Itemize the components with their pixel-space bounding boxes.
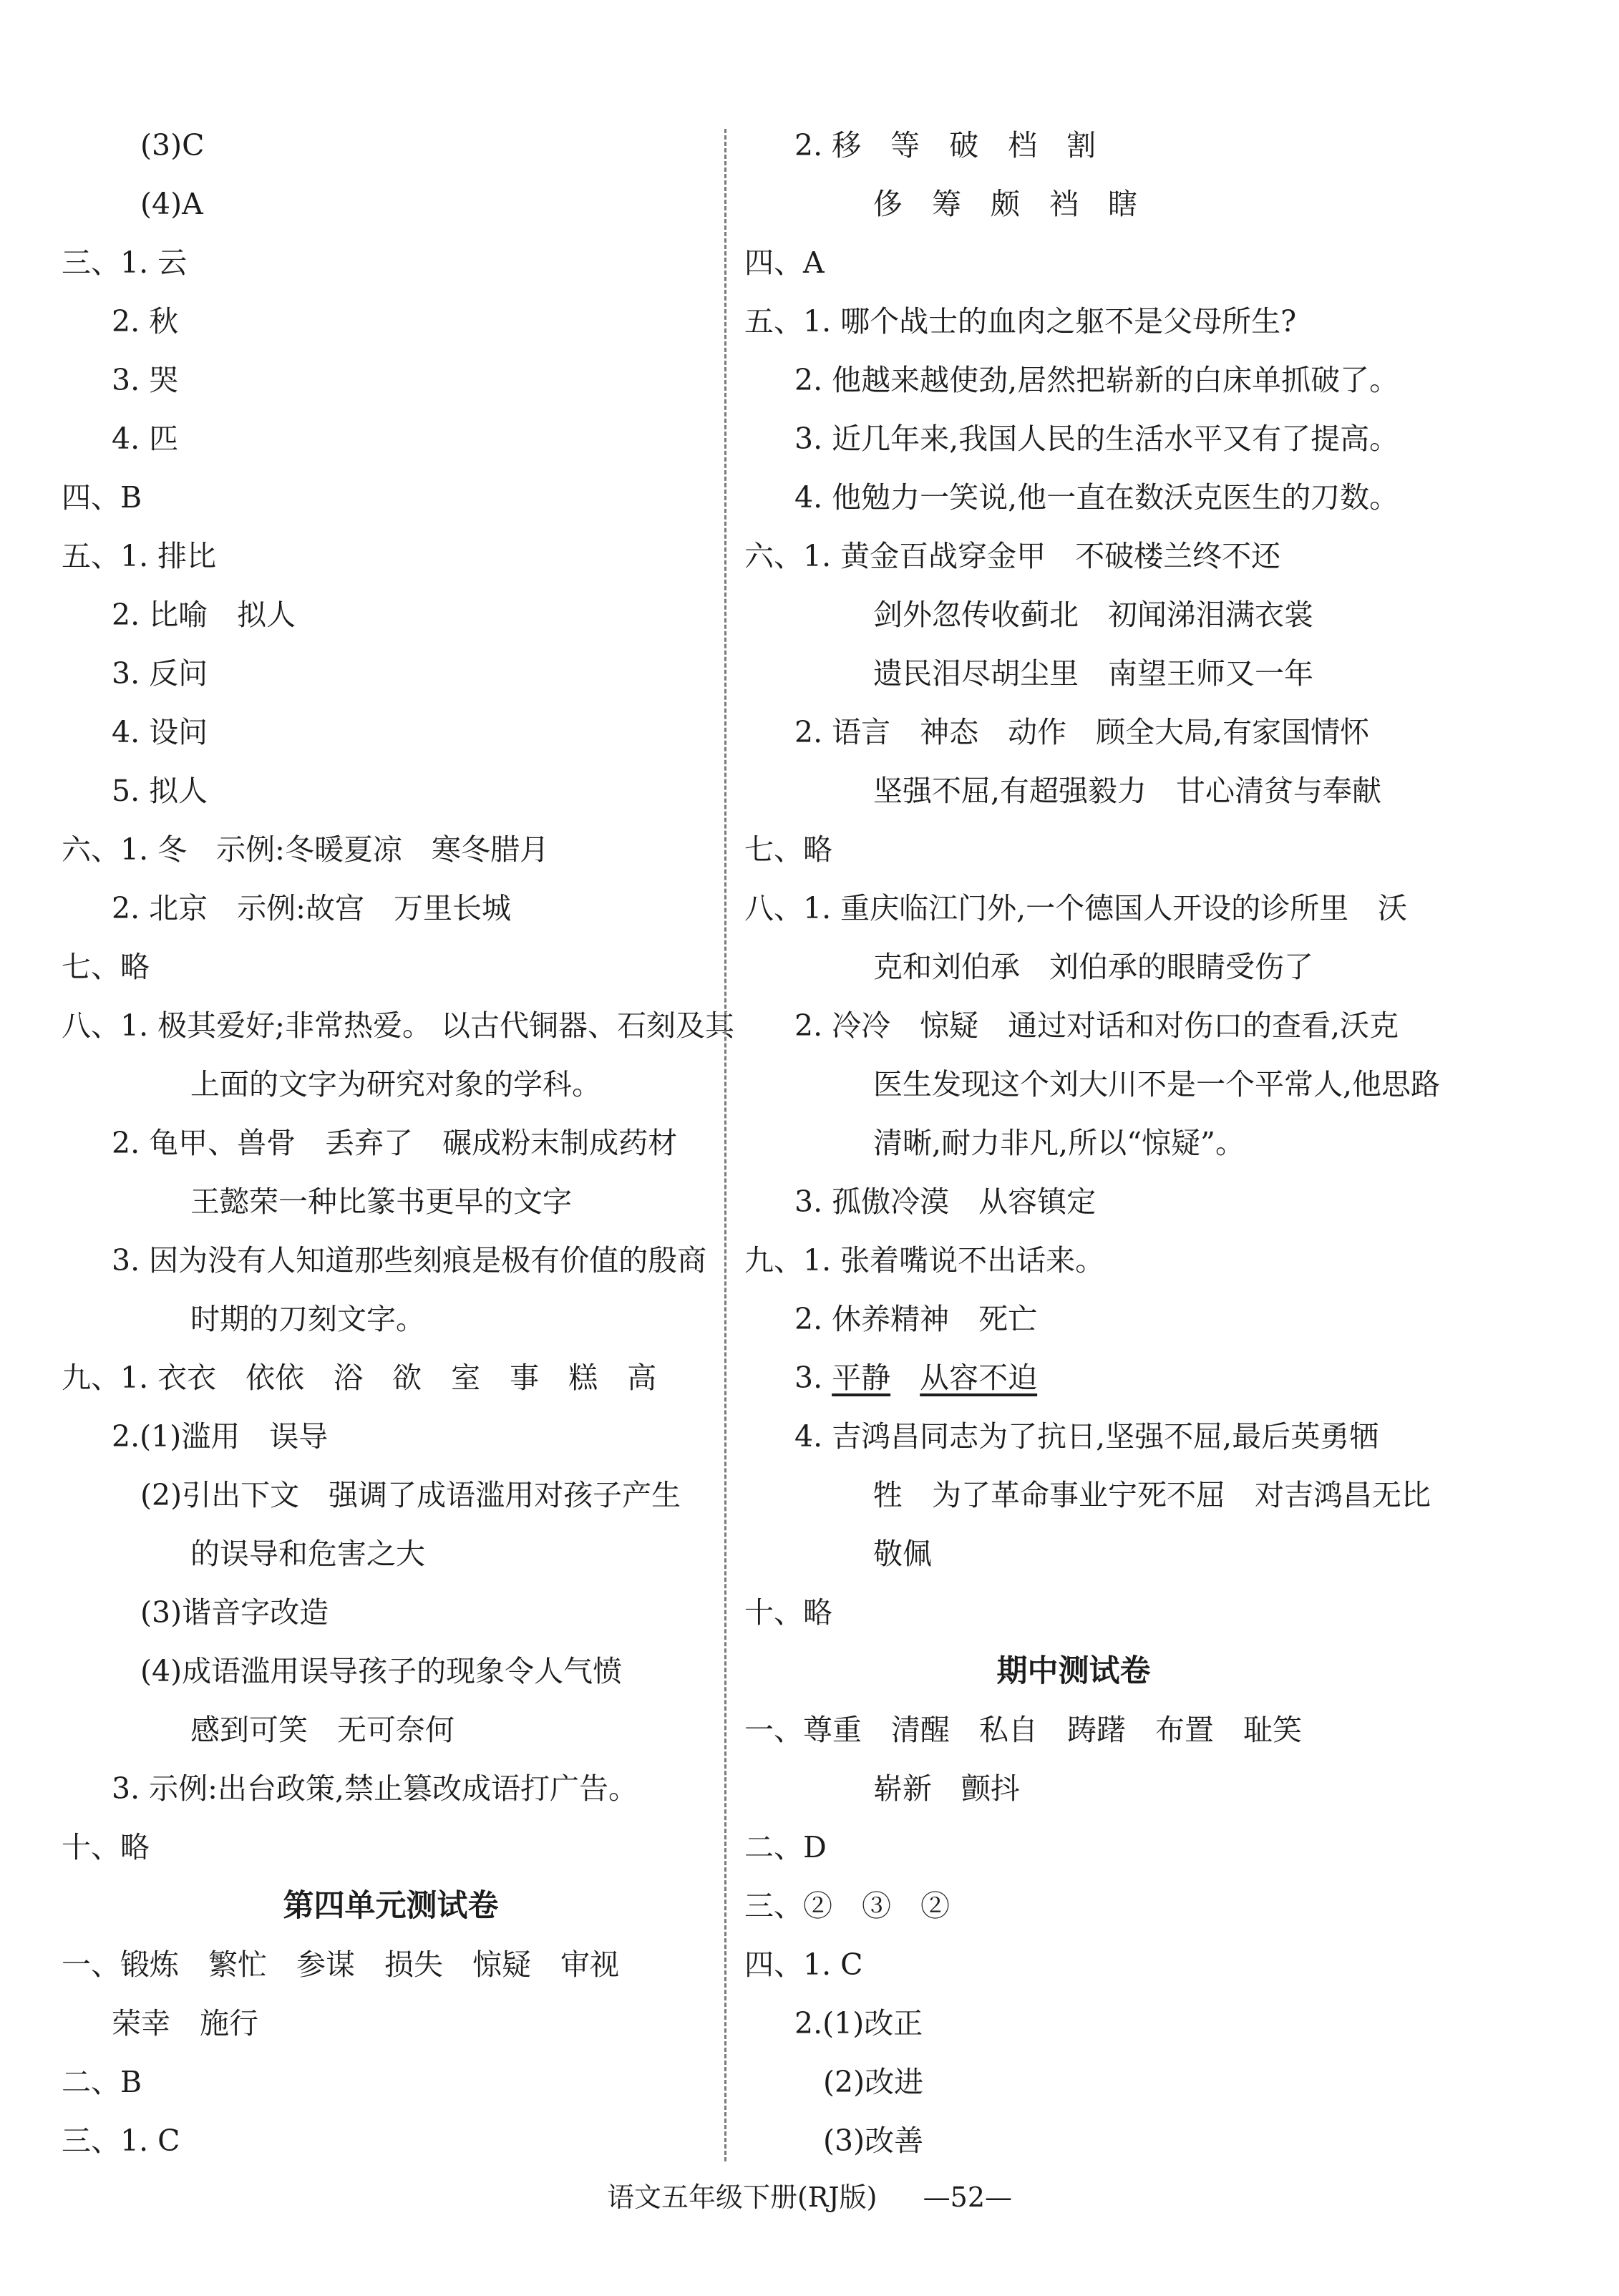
answer-line: 2.(1)改正	[794, 2006, 923, 2040]
answer-line: 2.(1)滥用 误导	[112, 1419, 329, 1454]
answer-line: 崭新 颤抖	[873, 1771, 1020, 1806]
answer-line: 二、D	[744, 1830, 827, 1864]
answer-line: 四、1. C	[744, 1947, 863, 1982]
answer-line: (2)改进	[823, 2065, 924, 2099]
answer-line	[744, 1348, 1403, 1407]
answer-line: 二、B	[62, 2065, 142, 2099]
right-column	[744, 116, 1441, 2170]
underlined-answer: 从容不迫	[920, 1361, 1038, 1395]
answer-line: 一、尊重 清醒 私自 踌躇 布置 耻笑	[744, 1713, 1302, 1747]
answer-line: 一、锻炼 繁忙 参谋 损失 惊疑 审视	[62, 1947, 619, 1982]
column-divider	[724, 129, 726, 2161]
footer-book-title: 语文五年级下册(RJ版)	[606, 2181, 877, 2213]
answer-line: 六、1. 黄金百战穿金甲 不破楼兰终不还	[744, 539, 1281, 573]
answer-line: 七、略	[744, 832, 832, 867]
answer-line: 四、A	[744, 245, 825, 280]
answer-line: 的误导和危害之大	[190, 1537, 425, 1571]
answer-line: 五、1. 哪个战士的血肉之躯不是父母所生?	[744, 304, 1297, 339]
underlined-answer: 平静	[832, 1361, 891, 1395]
answer-line: 医生发现这个刘大川不是一个平常人,他思路	[873, 1067, 1441, 1101]
answer-line: 3. 哭	[112, 363, 179, 397]
answer-line: 2. 休养精神 死亡	[794, 1302, 1038, 1336]
answer-line: 王懿荣一种比篆书更早的文字	[190, 1185, 572, 1219]
section-heading: 期中测试卷	[996, 1653, 1151, 1689]
answer-line: 2. 北京 示例:故宫 万里长城	[112, 891, 511, 925]
answer-line: 3. 示例:出台政策,禁止篡改成语打广告。	[112, 1771, 638, 1806]
answer-line: 牲 为了革命事业宁死不屈 对吉鸿昌无比	[873, 1478, 1431, 1512]
answer-line: 4. 设问	[112, 715, 208, 749]
answer-line: 十、略	[744, 1595, 832, 1630]
answer-line: 荣幸 施行	[112, 2006, 258, 2040]
answer-line: 清晰,耐力非凡,所以“惊疑”。	[873, 1126, 1245, 1160]
answer-line: 剑外忽传收蓟北 初闻涕泪满衣裳	[873, 598, 1313, 632]
answer-line: 2. 秋	[112, 304, 179, 339]
answer-line: 2. 龟甲、兽骨 丢弃了 碾成粉末制成药材	[112, 1126, 678, 1160]
answer-line: 侈 筹 颇 裆 瞎	[873, 187, 1137, 221]
answer-line: (3)C	[140, 128, 205, 162]
answer-line: 3. 因为没有人知道那些刻痕是极有价值的殷商	[112, 1243, 707, 1278]
answer-line: (3)谐音字改造	[140, 1595, 329, 1630]
answer-line: 八、1. 重庆临江门外,一个德国人开设的诊所里 沃	[744, 891, 1408, 925]
answer-line: 2. 语言 神态 动作 顾全大局,有家国情怀	[794, 715, 1370, 749]
answer-line: 五、1. 排比	[62, 539, 217, 573]
footer-page-number: —52—	[923, 2181, 1013, 2213]
answer-line: 3. 反问	[112, 656, 208, 691]
answer-line: 三、1. 云	[62, 245, 188, 280]
answer-line: 四、B	[62, 480, 142, 515]
answer-line: 时期的刀刻文字。	[190, 1302, 425, 1336]
answer-line: 遗民泪尽胡尘里 南望王师又一年	[873, 656, 1313, 691]
answer-line: 4. 吉鸿昌同志为了抗日,坚强不屈,最后英勇牺	[794, 1419, 1379, 1454]
answer-line: 2. 移 等 破 档 割	[794, 128, 1097, 162]
answer-line: (4)A	[140, 187, 203, 221]
answer-line: 4. 他勉力一笑说,他一直在数沃克医生的刀数。	[794, 480, 1399, 515]
answer-line: 三、1. C	[62, 2124, 180, 2158]
answer-line: 十、略	[62, 1830, 150, 1864]
answer-line: 九、1. 张着嘴说不出话来。	[744, 1243, 1105, 1278]
answer-line: 2. 比喻 拟人	[112, 598, 296, 632]
answer-line: 坚强不屈,有超强毅力 甘心清贫与奉献	[873, 774, 1382, 808]
answer-line: 八、1. 极其爱好;非常热爱。 以古代铜器、石刻及其	[62, 1008, 734, 1043]
answer-line: 4. 匹	[112, 422, 179, 456]
answer-line: 三、② ③ ②	[744, 1889, 950, 1923]
answer-line: (2)引出下文 强调了成语滥用对孩子产生	[140, 1478, 681, 1512]
answer-line: 2. 冷冷 惊疑 通过对话和对伤口的查看,沃克	[794, 1008, 1399, 1043]
answer-number: 3.	[794, 1361, 832, 1395]
answer-line: 2. 他越来越使劲,居然把崭新的白床单抓破了。	[794, 363, 1399, 397]
answer-line: 七、略	[62, 950, 150, 984]
answer-line: 六、1. 冬 示例:冬暖夏凉 寒冬腊月	[62, 832, 549, 867]
answer-line: (3)改善	[823, 2124, 924, 2158]
answer-line: (4)成语滥用误导孩子的现象令人气愤	[140, 1654, 623, 1688]
answer-line: 上面的文字为研究对象的学科。	[190, 1067, 601, 1101]
answer-line: 九、1. 衣衣 依依 浴 欲 室 事 糕 高	[62, 1361, 657, 1395]
page-footer	[0, 2176, 1619, 2219]
answer-line: 感到可笑 无可奈何	[190, 1713, 454, 1747]
answer-line: 克和刘伯承 刘伯承的眼睛受伤了	[873, 950, 1313, 984]
left-column	[62, 116, 734, 2170]
answer-line: 敬佩	[873, 1537, 932, 1571]
section-heading: 第四单元测试卷	[283, 1888, 499, 1924]
answer-line: 3. 近几年来,我国人民的生活水平又有了提高。	[794, 422, 1399, 456]
answer-line: 3. 孤傲冷漠 从容镇定	[794, 1185, 1097, 1219]
answer-line: 5. 拟人	[112, 774, 208, 808]
